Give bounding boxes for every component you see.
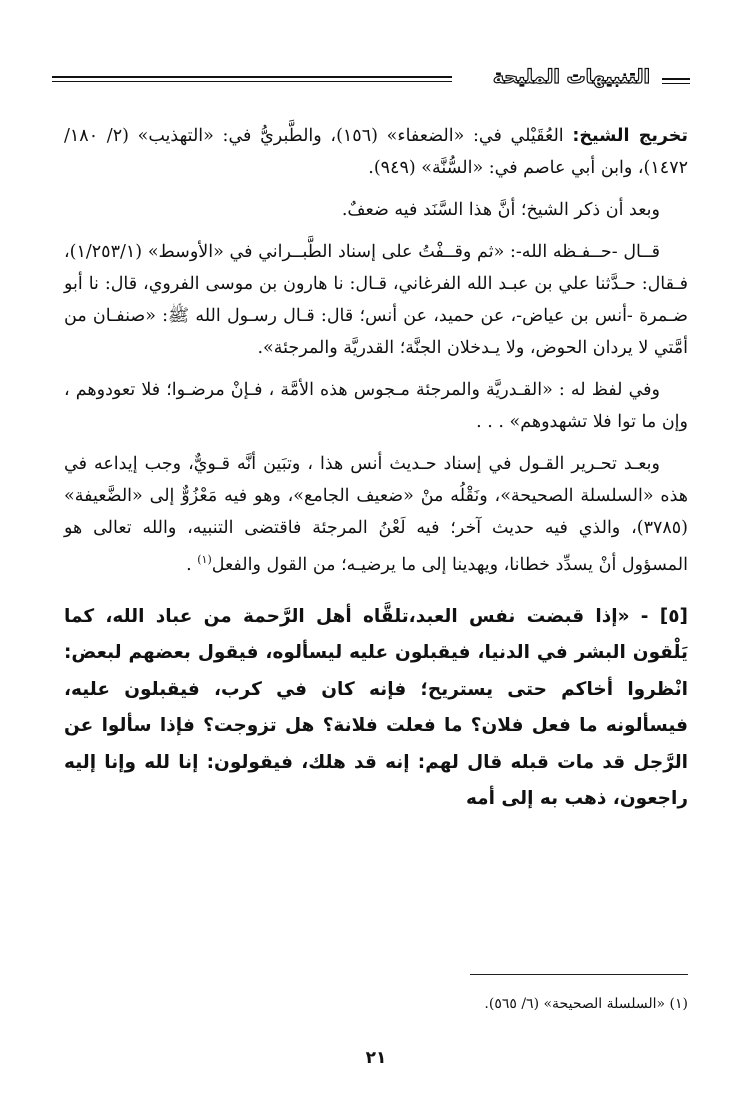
running-title: التنبيهات المليحة bbox=[492, 66, 650, 88]
paragraph-verification bbox=[64, 448, 688, 581]
paragraph-takhrij bbox=[64, 120, 688, 184]
hadith-number: [٥] bbox=[659, 605, 688, 627]
page-number: ٢١ bbox=[365, 1048, 387, 1068]
takhrij-text: العُقَيْلي في: «الضعفاء» (١٥٦)، والطَّبريُّ في: «التهذيب» (٢/ ١٨٠/ ١٤٧٢)، وابن أبي عاصم في: «السُّنَّة» (٩٤٩). bbox=[64, 126, 688, 178]
hadith-text: - «إذا قبضت نفس العبد،تلقَّاه أهل الرَّحمة من عباد الله، كما يَلْقون البشر في الدنيا، فيقبلون عليه ليسألوه، فيقول بعضهم لبعض: انْظروا أخاكم حتى يستريح؛ فإنه كان في كرب، فيقبلون عليه، فيسألونه ما فعل فلان؟ ما فعلت فلانة؟ هل تزوجت؟ فإذا سألوا عن الرَّجل قد مات قبله قال لهم: إنه قد هلك، فيقولون: إنا لله وإنا إليه راجعون، ذهب به إلى أمه bbox=[64, 605, 688, 810]
verification-end: . bbox=[186, 554, 198, 575]
takhrij-label: تخريج الشيخ: bbox=[572, 126, 688, 146]
hadith-entry bbox=[64, 599, 688, 818]
paragraph-tabarani-chain: قــال -حــفـظه الله-: «ثم وقــفْتُ على إسناد الطَّبــراني في «الأوسط» (١/٢٥٣/١)، فـقال: حـدَّثنا علي بن عبـد الله الفرغاني، قـال: نا هارون بن موسى الفروي، قال: نا أبو ضـمرة -أنس بن عياض-، عن حميد، عن أنس؛ قال: قـال رسـول الله ﷺ: «صنفـان من أمَّتي لا يردان الحوض، ولا يـدخلان الجنَّة؛ القدريَّة والمرجئة». bbox=[64, 242, 688, 358]
footnote-separator bbox=[470, 974, 688, 975]
running-header bbox=[52, 64, 690, 94]
paragraph-weakness-note: وبعد أن ذكر الشيخ؛ أنَّ هذا السَّنَد فيه ضعفٌ. bbox=[341, 200, 660, 220]
header-dash-ornament bbox=[662, 78, 690, 84]
paragraph-other-wording: وفي لفظ له : «القـدريَّة والمرجئة مـجوس هذه الأمَّة ، فـإنْ مرضـوا؛ فلا تعودوهم ، وإن ما توا فلا تشهدوهم» . . . bbox=[64, 380, 688, 432]
footnote-ref: (١) bbox=[197, 553, 212, 566]
main-text bbox=[64, 120, 688, 828]
header-rule bbox=[52, 76, 452, 82]
footnote: (١) «السلسلة الصحيحة» (٦/ ٥٦٥). bbox=[484, 996, 688, 1012]
verification-text: وبعـد تحـرير القـول في إسناد حـديث أنس هذا ، وتبَين أنَّه قـويٌّ، وجب إيداعه في هذه «السلسلة الصحيحة»، ونَقْلُه منْ «ضعيف الجامع»، وهو فيه مَعْزُوٌّ إلى «الضَّعيفة» (٣٧٨٥)، والذي فيه حديث آخر؛ فيه لَعْنُ المرجئة فاقتضى التنبيه، والله تعالى هو المسؤول أنْ يسدِّد خطانا، ويهدينا إلى ما يرضيـه؛ من القول والفعل bbox=[64, 454, 688, 575]
